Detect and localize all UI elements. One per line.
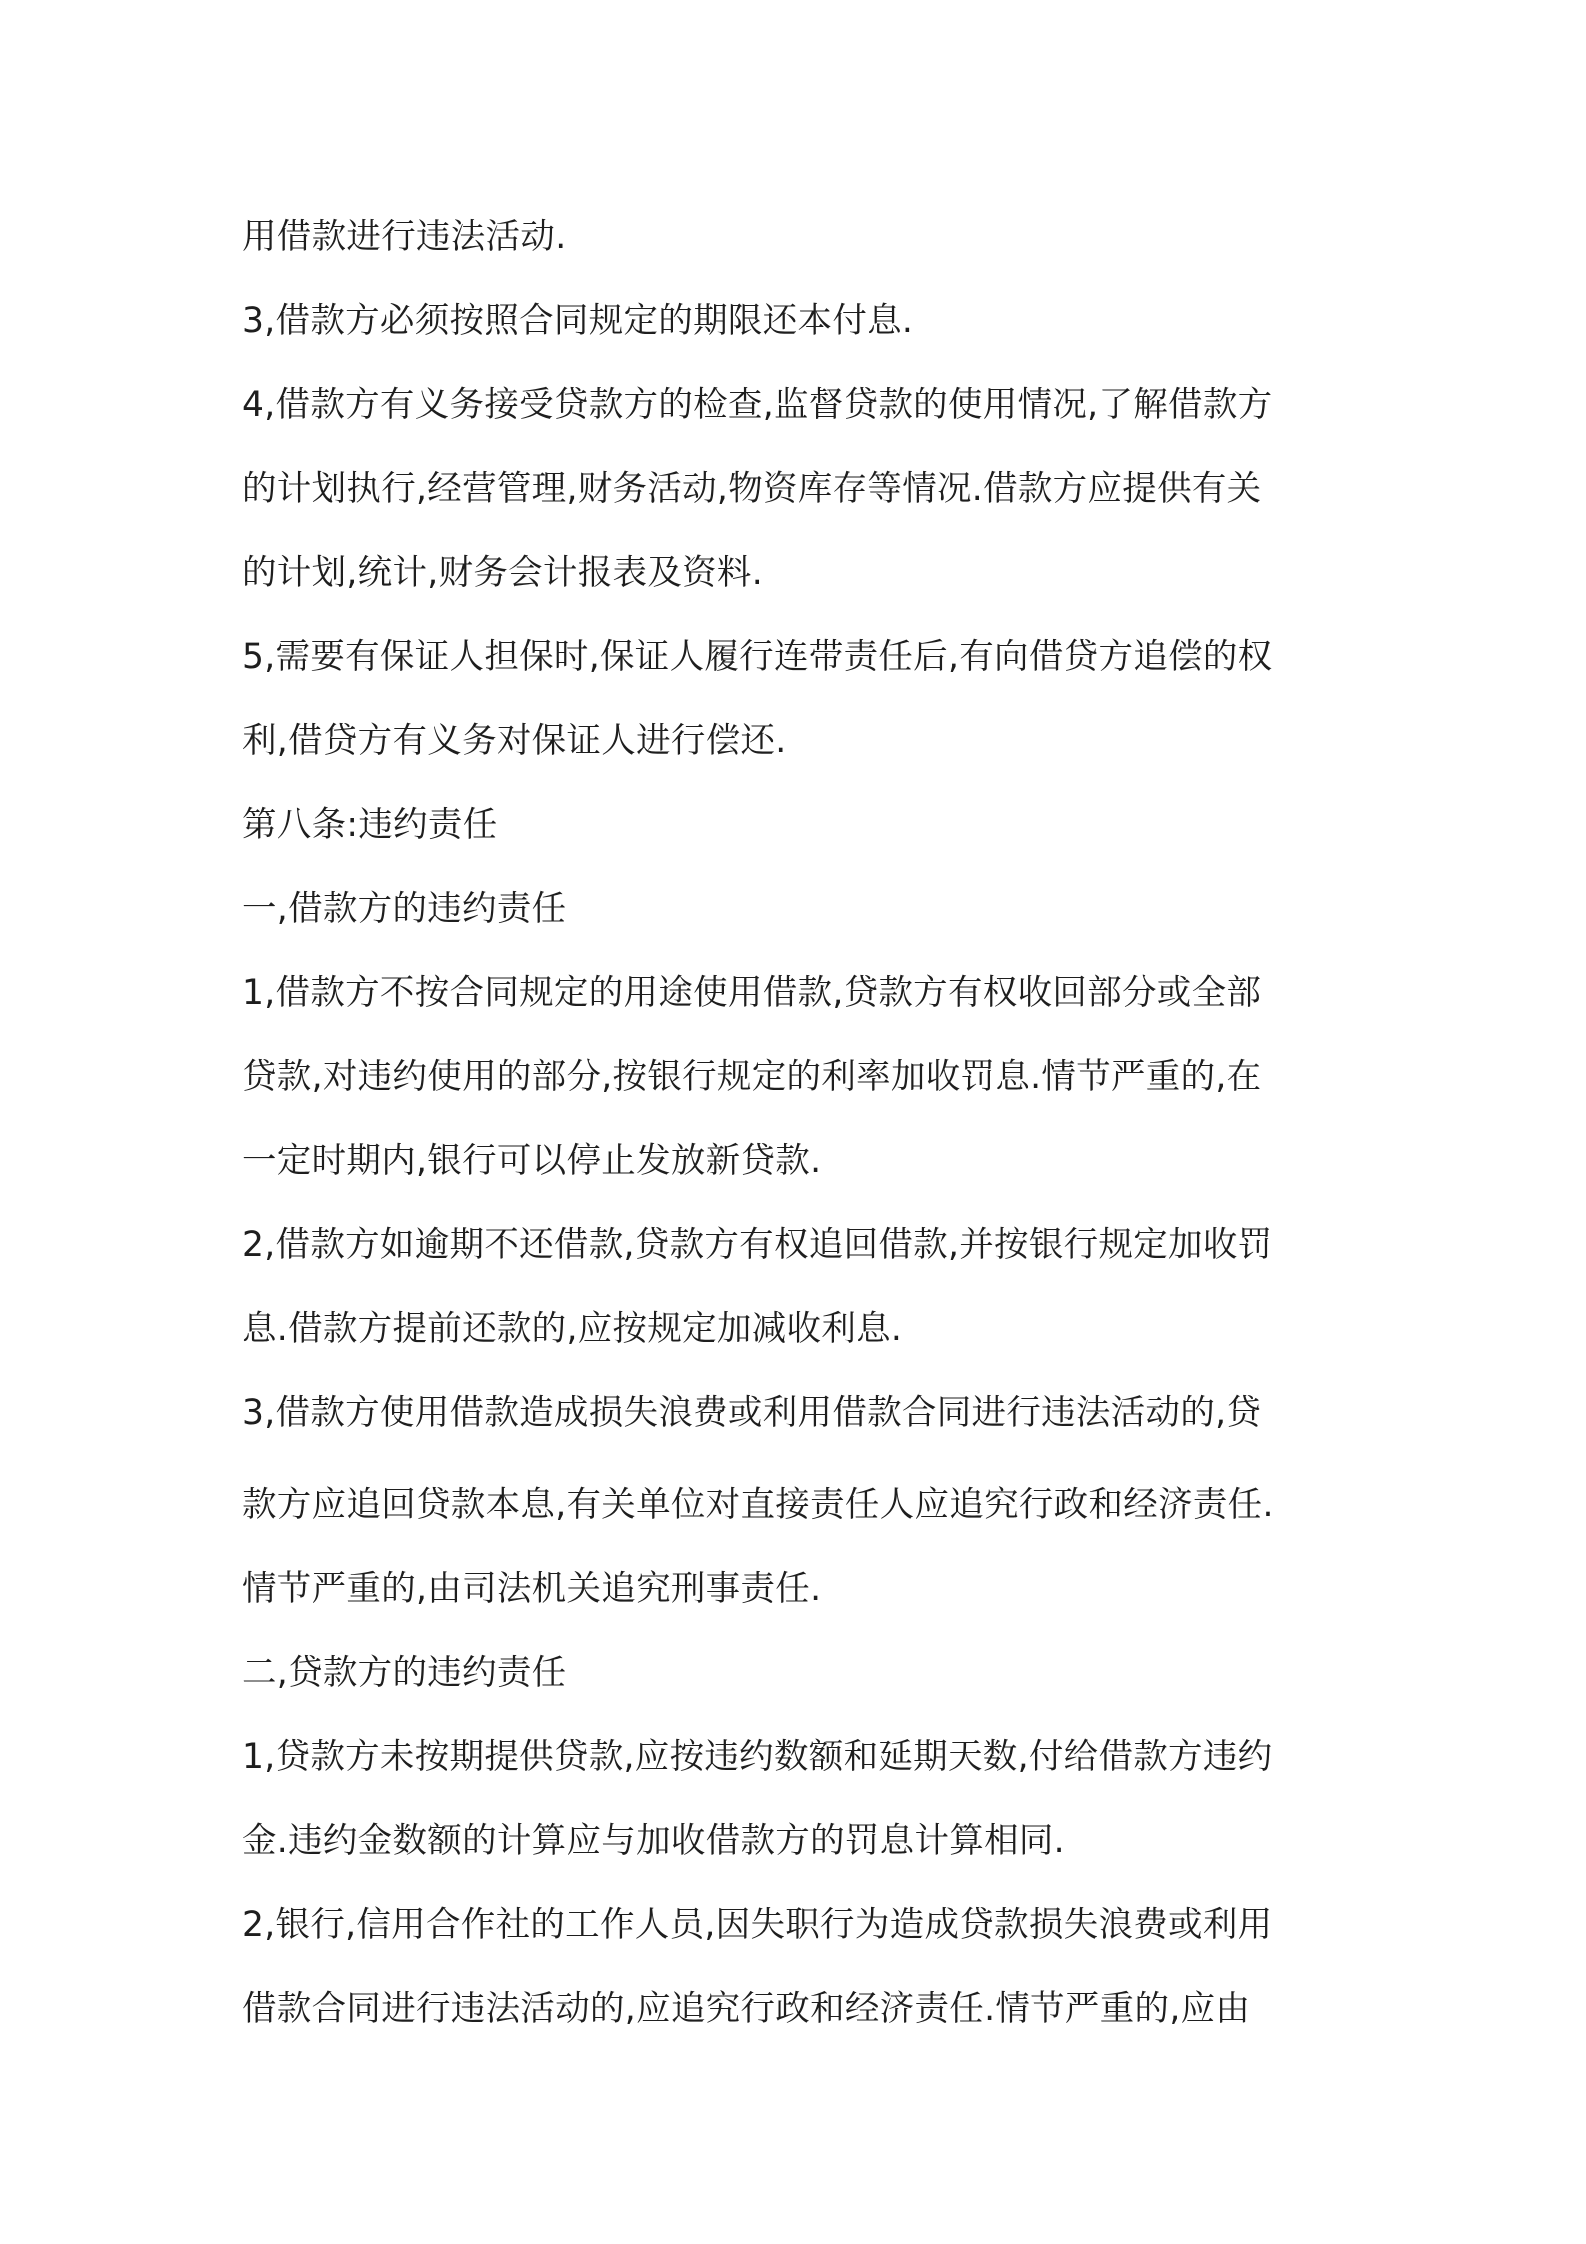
text-line: 4,借款方有义务接受贷款方的检查,监督贷款的使用情况,了解借款方 [242, 385, 1273, 425]
text-line: 的计划执行,经营管理,财务活动,物资库存等情况.借款方应提供有关 [242, 469, 1262, 509]
text-line: 1,贷款方未按期提供贷款,应按违约数额和延期天数,付给借款方违约 [242, 1737, 1273, 1777]
text-line: 利,借贷方有义务对保证人进行偿还. [242, 721, 787, 761]
text-line: 3,借款方使用借款造成损失浪费或利用借款合同进行违法活动的,贷 [242, 1393, 1262, 1433]
text-line: 2,银行,信用合作社的工作人员,因失职行为造成贷款损失浪费或利用 [242, 1905, 1273, 1945]
text-line: 用借款进行违法活动. [242, 217, 567, 257]
subsection-heading: 一,借款方的违约责任 [242, 889, 567, 929]
text-line: 款方应追回贷款本息,有关单位对直接责任人应追究行政和经济责任. [242, 1485, 1274, 1525]
text-line: 的计划,统计,财务会计报表及资料. [242, 553, 763, 593]
text-line: 借款合同进行违法活动的,应追究行政和经济责任.情节严重的,应由 [242, 1989, 1251, 2029]
text-line: 3,借款方必须按照合同规定的期限还本付息. [242, 301, 914, 341]
text-line: 5,需要有保证人担保时,保证人履行连带责任后,有向借贷方追偿的权 [242, 637, 1273, 677]
text-line: 息.借款方提前还款的,应按规定加减收利息. [242, 1309, 903, 1349]
document-body [242, 195, 1362, 2051]
text-line: 1,借款方不按合同规定的用途使用借款,贷款方有权收回部分或全部 [242, 973, 1262, 1013]
text-line: 贷款,对违约使用的部分,按银行规定的利率加收罚息.情节严重的,在 [242, 1057, 1262, 1097]
text-line: 情节严重的,由司法机关追究刑事责任. [242, 1569, 822, 1609]
section-heading: 第八条:违约责任 [242, 805, 498, 845]
text-line: 金.违约金数额的计算应与加收借款方的罚息计算相同. [242, 1821, 1065, 1861]
text-line: 一定时期内,银行可以停止发放新贷款. [242, 1141, 822, 1181]
text-line: 2,借款方如逾期不还借款,贷款方有权追回借款,并按银行规定加收罚 [242, 1225, 1273, 1265]
subsection-heading: 二,贷款方的违约责任 [242, 1653, 567, 1693]
